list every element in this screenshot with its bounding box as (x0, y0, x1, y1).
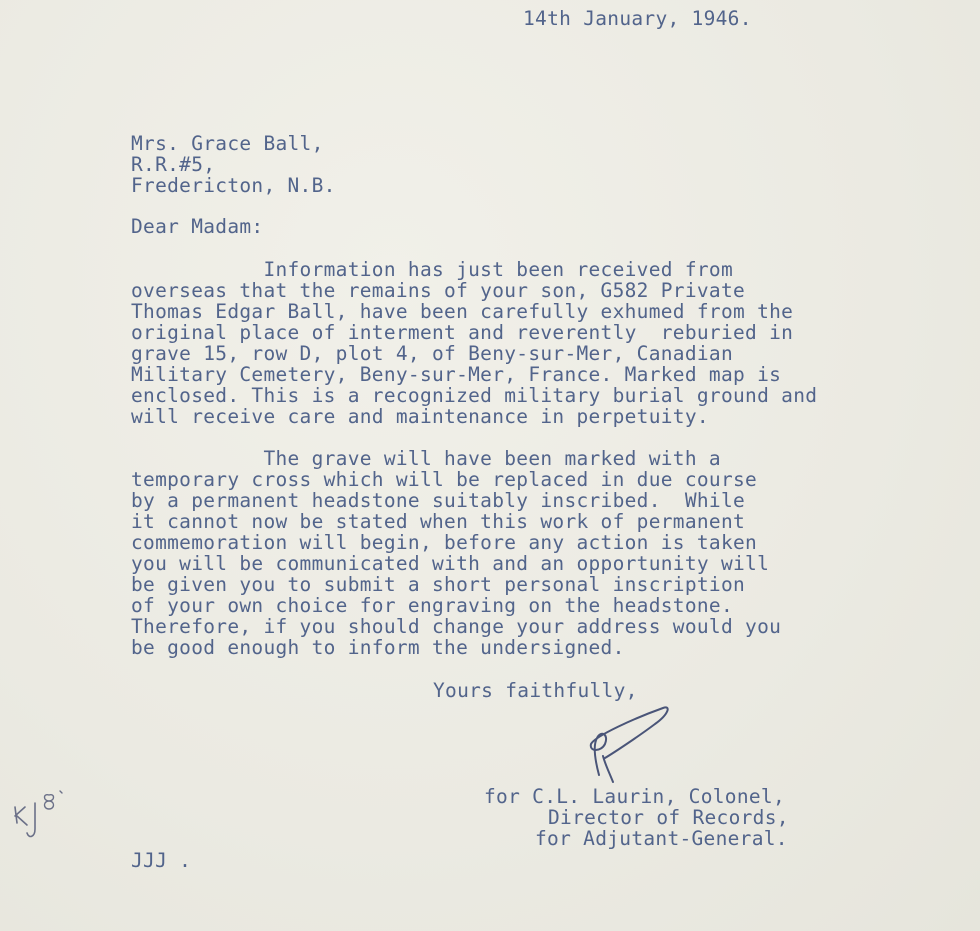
letter-text-line: you will be communicated with and an opportunity will (131, 552, 770, 575)
letter-text-line: temporary cross which will be replaced in due course (131, 468, 758, 491)
letter-text-line: be good enough to inform the undersigned. (131, 636, 625, 659)
letter-text-line: The grave will have been marked with a (131, 447, 721, 470)
letter-text-line: Military Cemetery, Beny-sur-Mer, France. Marked map is (131, 363, 782, 386)
letter-text-line: Thomas Edgar Ball, have been carefully exhumed from the (131, 300, 794, 323)
letter-text-line: be given you to submit a short personal inscription (131, 573, 746, 596)
signatory-line-1: for C.L. Laurin, Colonel, (484, 785, 785, 808)
signatory-line-3: for Adjutant-General. (535, 827, 788, 850)
recipient-city: Fredericton, N.B. (131, 174, 336, 197)
recipient-route: R.R.#5, (131, 153, 216, 176)
typist-initials: JJJ . (131, 849, 192, 872)
letter-text-line: of your own choice for engraving on the headstone. (131, 594, 733, 617)
signatory-line-2: Director of Records, (548, 806, 789, 829)
letter-text-line: overseas that the remains of your son, G582 Private (131, 279, 746, 302)
letter-text-line: original place of interment and reverently reburied in (131, 321, 794, 344)
letter-text-line: by a permanent headstone suitably inscribed. While (131, 489, 746, 512)
letter-text-line: enclosed. This is a recognized military burial ground and (131, 384, 818, 407)
closing: Yours faithfully, (433, 679, 638, 702)
salutation: Dear Madam: (131, 215, 264, 238)
letter-text-line: Therefore, if you should change your address would you (131, 615, 782, 638)
letter-text-line: will receive care and maintenance in perpetuity. (131, 405, 709, 428)
letter-date: 14th January, 1946. (523, 7, 752, 30)
letter-text-line: it cannot now be stated when this work of permanent (131, 510, 746, 533)
recipient-name: Mrs. Grace Ball, (131, 132, 324, 155)
handwritten-signature (575, 700, 685, 790)
letter-text-line: grave 15, row D, plot 4, of Beny-sur-Mer, Canadian (131, 342, 733, 365)
letter-text-line: Information has just been received from (131, 258, 733, 281)
letter-text-line: commemoration will begin, before any action is taken (131, 531, 758, 554)
pencil-margin-note (5, 785, 75, 845)
